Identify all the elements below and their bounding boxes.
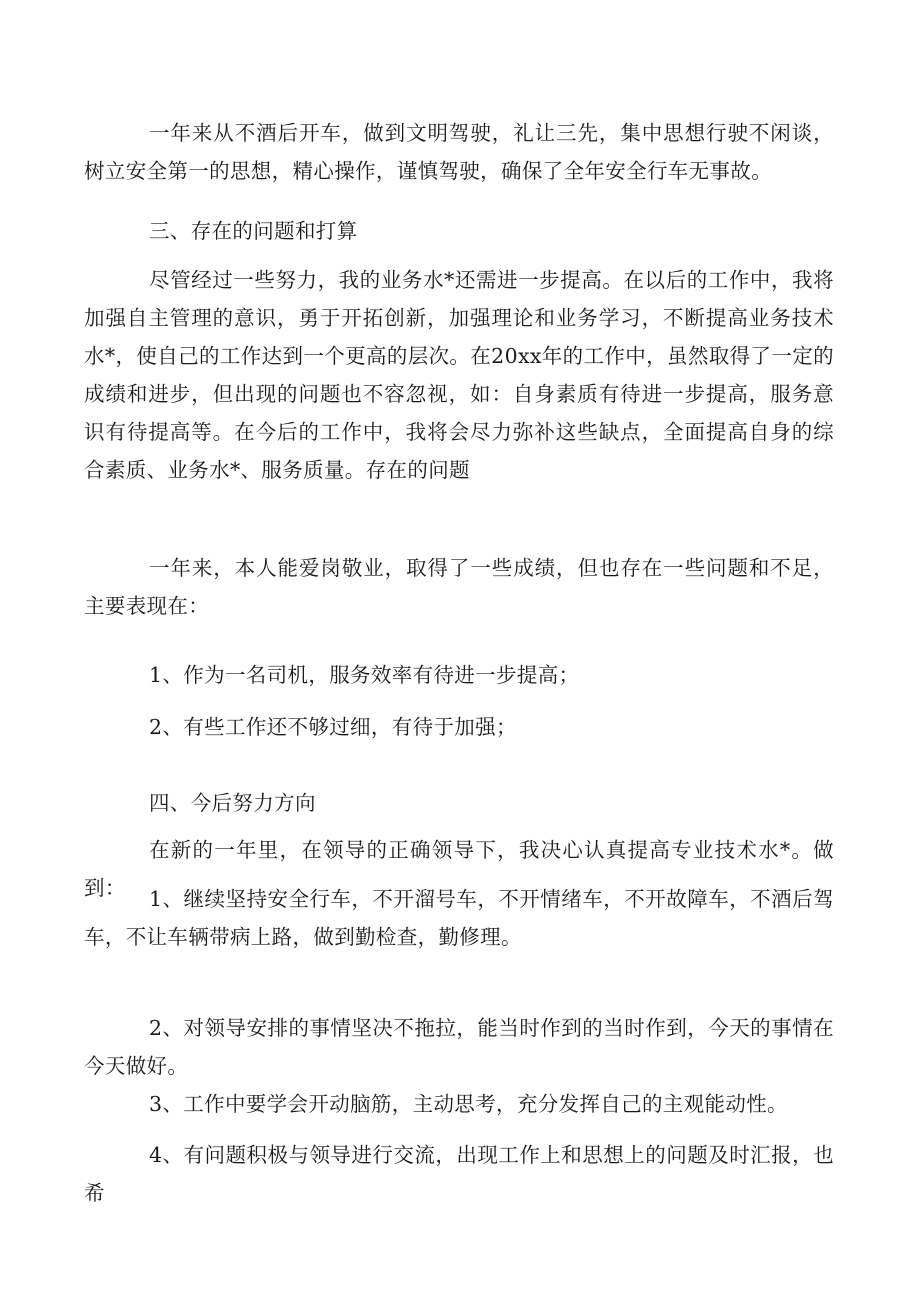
list-item-goal-3: 3、工作中要学会开动脑筋，主动思考，充分发挥自己的主观能动性。	[149, 1092, 788, 1116]
list-item-problem-2: 2、有些工作还不够过细，有待于加强；	[149, 715, 517, 739]
paragraph-improvement: 尽管经过一些努力，我的业务水*还需进一步提高。在以后的工作中，我将加强自主管理的意识，勇于开拓创新，加强理论和业务学习，不断提高业务技术水*，使自己的工作达到一个更高的层次。在20xx年的工作中，虽然取得了一定的成绩和进步，但出现的问题也不容忽视，如：自身素质有待进一步提高，服务意识有待提高等。在今后的工作中，我将会尽力弥补这些缺点，全面提高自身的综合素质、业务水*、服务质量。存在的问题	[84, 268, 834, 482]
list-item-goal-4: 4、有问题积极与领导进行交流，出现工作上和思想上的问题及时汇报，也希	[84, 1143, 834, 1205]
list-item-goal-1: 1、继续坚持安全行车，不开溜号车，不开情绪车，不开故障车，不酒后驾车，不让车辆带病上路，做到勤检查，勤修理。	[84, 887, 834, 949]
list-item-problem-1: 1、作为一名司机，服务效率有待进一步提高；	[149, 663, 580, 687]
section-heading-problems-plans: 三、存在的问题和打算	[149, 219, 358, 243]
paragraph-new-year-intro: 在新的一年里，在领导的正确领导下，我决心认真提高专业技术水*。做到：	[84, 838, 834, 900]
section-heading-future-direction: 四、今后努力方向	[149, 791, 316, 815]
paragraph-shortcomings: 一年来，本人能爱岗敬业，取得了一些成绩，但也存在一些问题和不足，主要表现在：	[84, 556, 834, 618]
list-item-goal-2: 2、对领导安排的事情坚决不拖拉，能当时作到的当时作到，今天的事情在今天做好。	[84, 1016, 834, 1078]
paragraph-safe-driving: 一年来从不酒后开车，做到文明驾驶，礼让三先，集中思想行驶不闲谈，树立安全第一的思想，精心操作，谨慎驾驶，确保了全年安全行车无事故。	[84, 121, 834, 183]
